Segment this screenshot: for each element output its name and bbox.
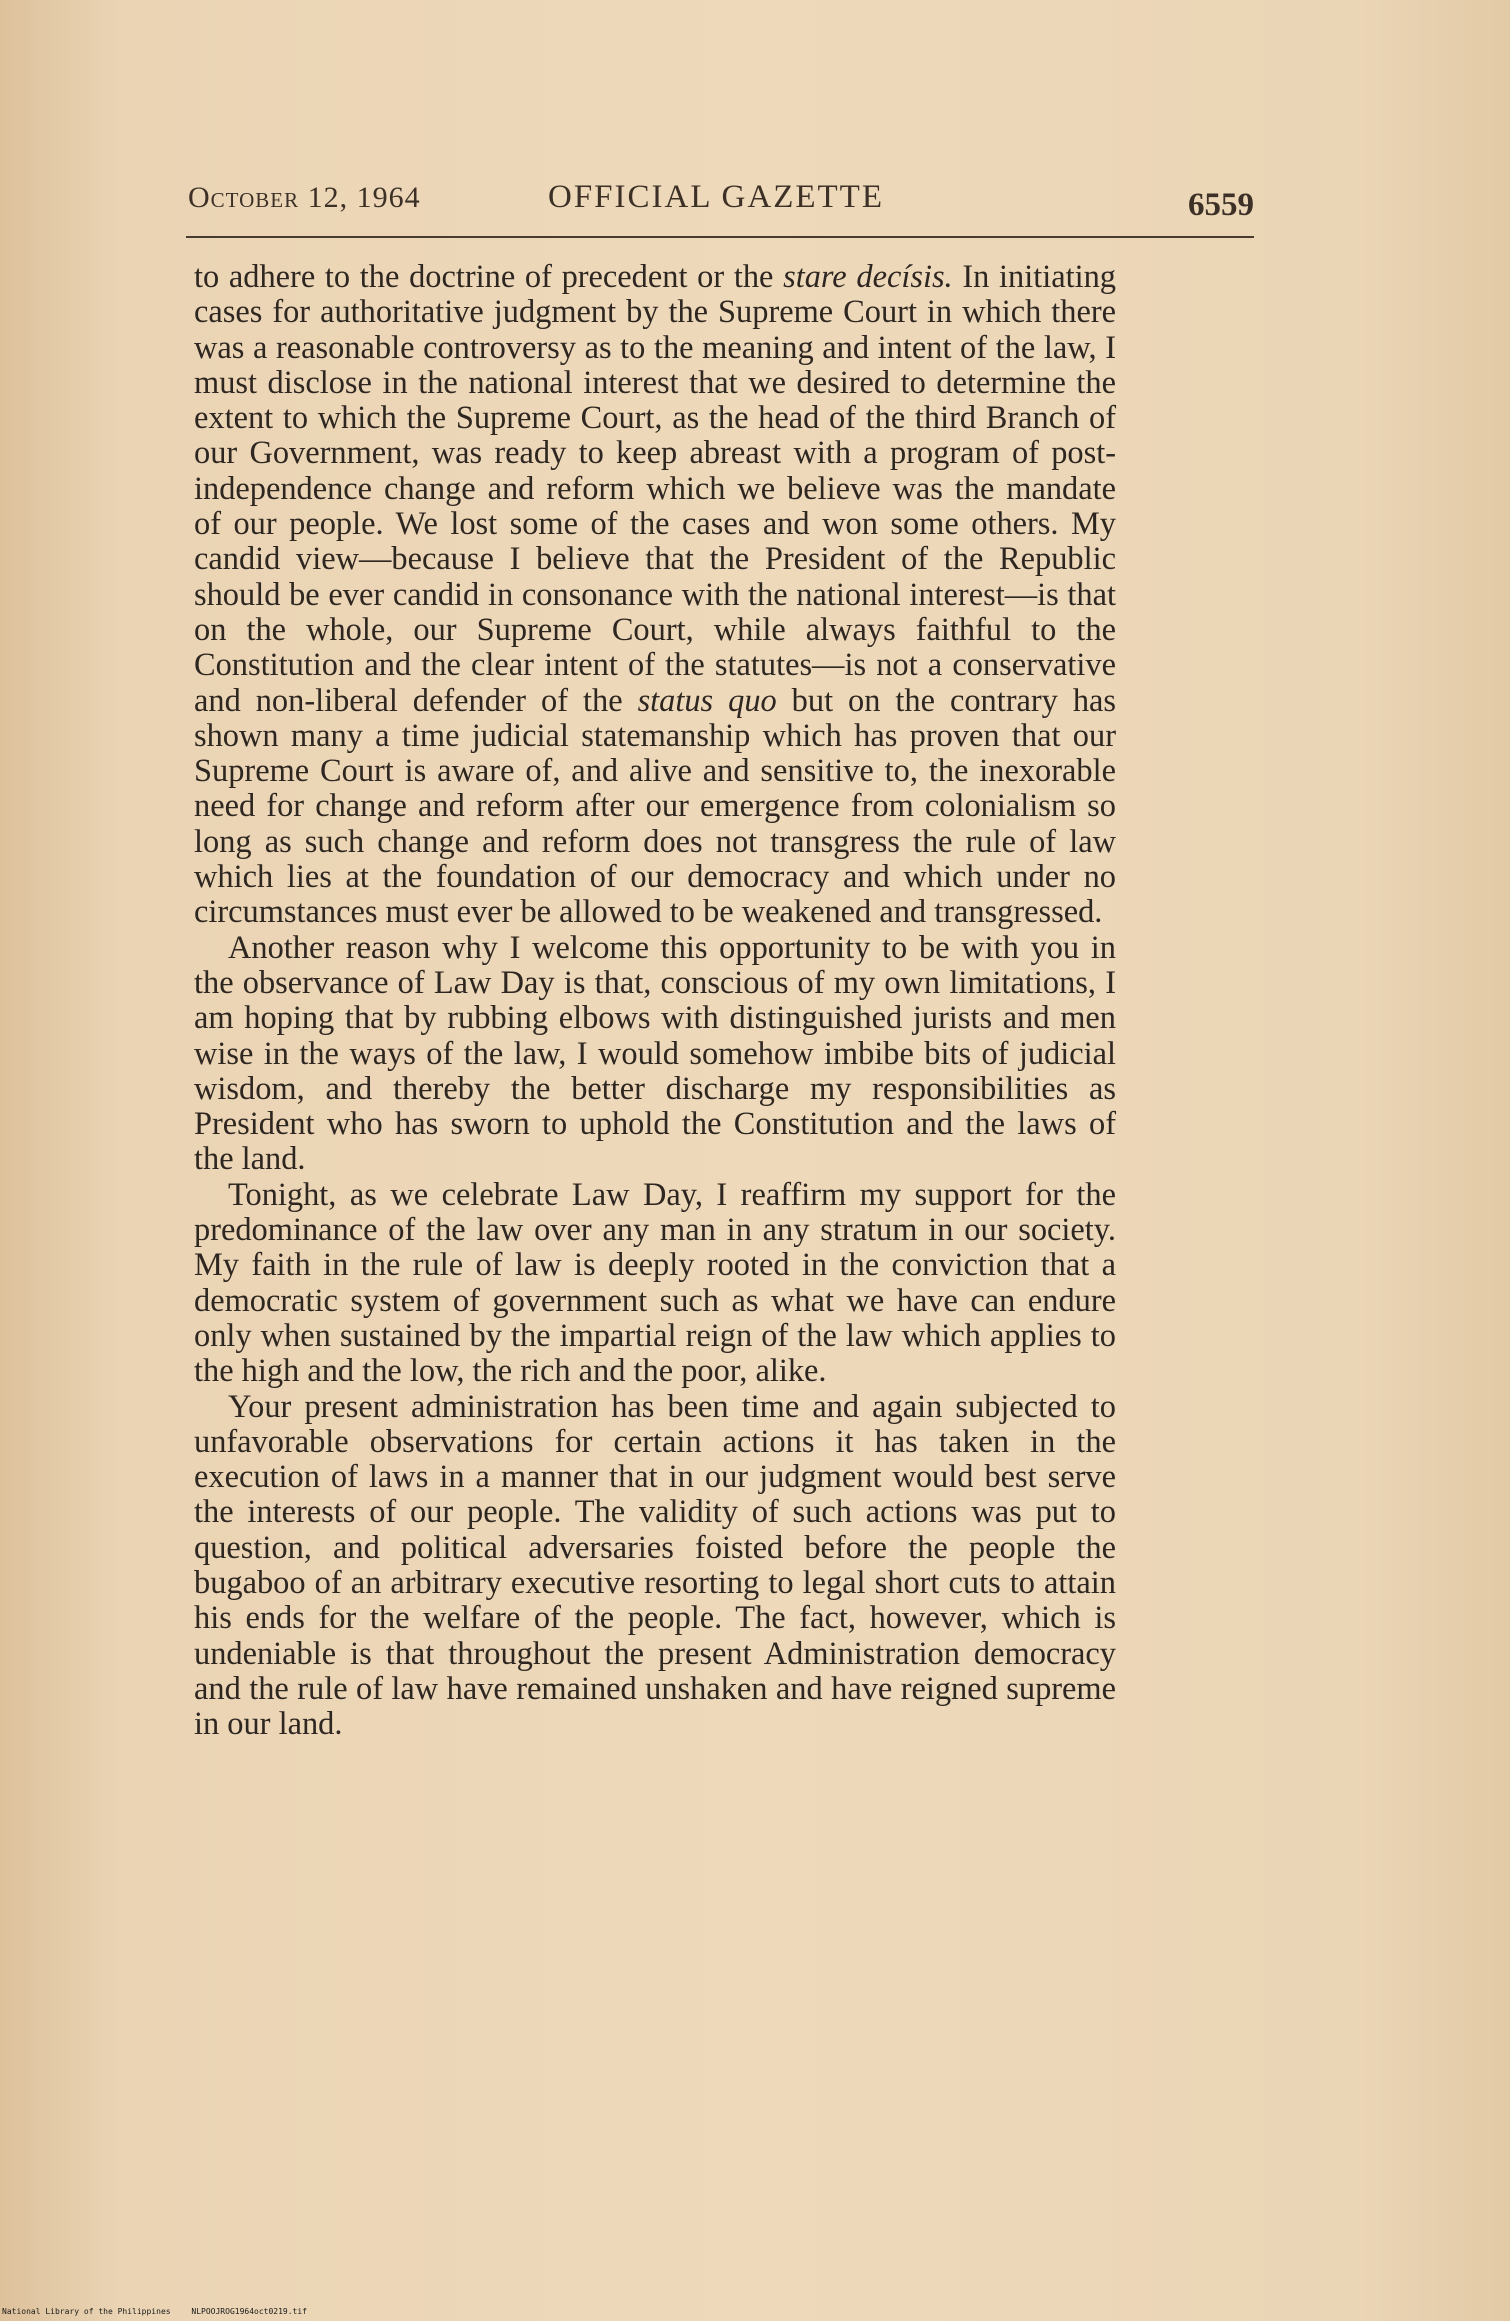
article-body [194,260,1116,1742]
library-credit: National Library of the Philippines [2,2307,171,2316]
paragraph-2 [194,931,1116,1178]
italic-phrase: status quo [637,682,777,719]
paragraph-1 [194,260,1116,931]
page-header [188,175,1254,223]
paragraph-3 [194,1178,1116,1390]
text-run: Another reason why I welcome this opportunity to be with you in the observance of Law Day is that, conscious of my own limitations, I am hoping that by rubbing elbows with distinguished jurists and men wise in the ways of the law, I would somehow imbibe bits of judicial wisdom, and thereby the better discharge my responsibilities as President who has sworn to uphold the Constitution and the laws of the land. [194,929,1116,1178]
publication-title: OFFICIAL GAZETTE [548,179,884,215]
text-run: but on the contrary has shown many a time judicial statemanship which has proven that our Supreme Court is aware of, and alive and sensitive to, the inexorable need for change and reform after our emergence from colonialism so long as such change and reform does not transgress the rule of law which lies at the foundation of our democracy and which under no circumstances must ever be allowed to be weakened and transgressed. [194,682,1116,931]
text-run: to adhere to the doctrine of precedent or the [194,259,784,295]
page-number: 6559 [1188,187,1254,223]
text-run: Your present administration has been time and again subjected to unfavorable observations for certain actions it has taken in the execution of laws in a manner that in our judgment would best serve the interests of our people. The validity of such actions was put to question, and political adversaries foisted before the people the bugaboo of an arbitrary executive resorting to legal short cuts to attain his ends for the welfare of the people. The fact, however, which is undeniable is that throughout the present Administration democracy and the rule of law have remained unshaken and have reigned supreme in our land. [194,1388,1116,1743]
scan-footer [2,2307,402,2316]
text-run: In initiating cases for authoritative judgment by the Supreme Court in which there was a reasonable controversy as to the meaning and intent of the law, I must disclose in the national interest that we desired to determine the extent to which the Supreme Court, as the head of the third Branch of our Government, was ready to keep abreast with a program of post-independence change and reform which we believe was the mandate of our people. We lost some of the cases and won some others. My candid view—because I believe that the President of the Republic should be ever candid in consonance with the national interest—is that on the whole, our Supreme Court, while always faithful to the Constitution and the clear intent of the statutes—is not a conservative and non-liberal defender of the [194,259,1116,719]
italic-phrase: stare decísis. [783,259,953,295]
text-run: Tonight, as we celebrate Law Day, I reaffirm my support for the predominance of the law over any man in any stratum in our society. My faith in the rule of law is deeply rooted in the conviction that a democratic system of government such as what we have can endure only when sustained by the impartial reign of the law which applies to the high and the low, the rich and the poor, alike. [194,1176,1116,1390]
issue-date: October 12, 1964 [188,181,421,214]
paragraph-4 [194,1390,1116,1743]
header-rule [186,236,1254,238]
file-identifier: NLPOOJROG1964oct0219.tif [191,2307,307,2316]
